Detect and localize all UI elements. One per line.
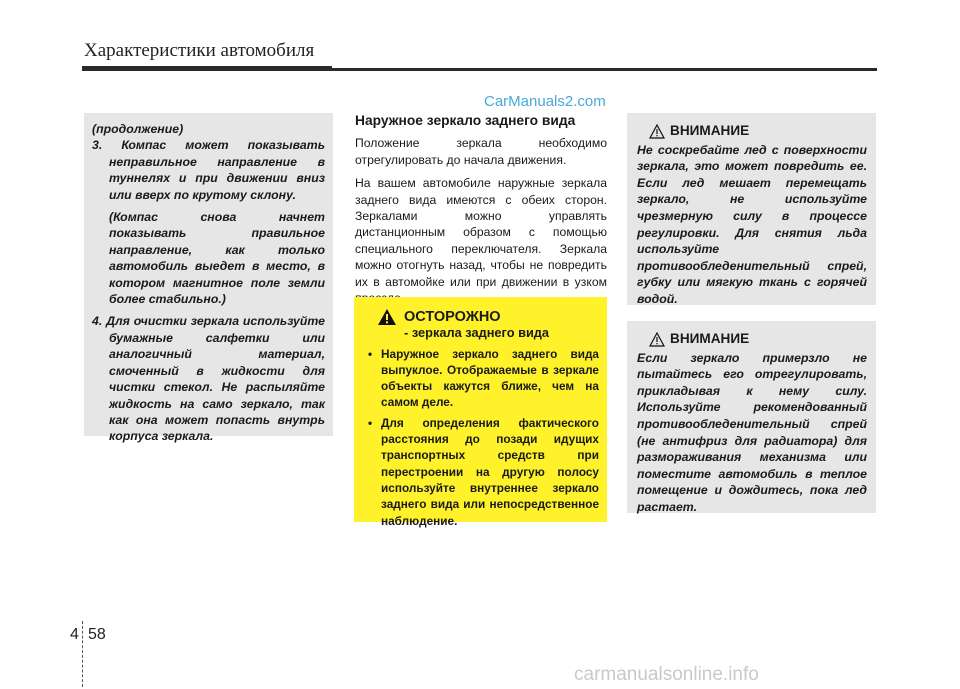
caution-title: ОСТОРОЖНО: [404, 309, 501, 325]
section-number: 4: [70, 626, 79, 643]
caution-item: • Для определения фактического расстояния до позади идущих транспортных средств при перестроении на другую полосу используйте внутреннее зеркало заднего вида или непосредственное наблюдение.: [368, 415, 599, 528]
watermark-top: CarManuals2.com: [484, 93, 606, 110]
warning-title: ВНИМАНИЕ: [670, 123, 750, 138]
warning-triangle-outline-icon: [649, 332, 665, 347]
caution-box: [354, 297, 607, 528]
note-item-3-aside: (Компас снова начнет показывать правильное направление, как только автомобиль выедет в место, в котором магнитное поле земли более стабильно.): [109, 210, 325, 307]
warning-triangle-icon: [378, 309, 396, 325]
page-header-title: Характеристики автомобиля: [84, 40, 315, 61]
footer-divider: [82, 621, 84, 687]
caution-list: [368, 346, 599, 529]
caution-item: • Наружное зеркало заднего вида выпуклое. Отображаемые в зеркале объекты кажутся ближе, чем на самом деле.: [368, 346, 599, 410]
warning-box-frozen: [627, 321, 876, 513]
section-paragraph-2: На вашем автомобиле наружные зеркала заднего вида имеются с обеих сторон. Зеркалами можно управлять дистанционным образом с помощью специального переключателя. Зеркала можно отогнуть назад, чтобы не повредить их в автомойке или при движении в узком: [355, 176, 607, 289]
warning-text: Не соскребайте лед с поверхности зеркала, это может повредить ее. Если лед мешает перемещать зеркало, не используйте чрезмерную силу в процессе регулировки. Для снятия льда используйте противообледенительный спрей, губку или мягкую ткань с горячей водой.: [637, 142, 867, 306]
page-number: 58: [88, 626, 106, 643]
header-rule-accent: [82, 66, 332, 71]
continued-notes-box: [84, 113, 333, 444]
bullet-icon: •: [368, 346, 373, 361]
section-heading: Наружное зеркало заднего вида: [355, 113, 576, 128]
section-paragraph-1: Положение зеркала необходимо отрегулировать до начала движения.: [355, 136, 607, 167]
caution-subtitle: - зеркала заднего вида: [404, 325, 550, 341]
warning-title: ВНИМАНИЕ: [670, 331, 750, 346]
bullet-icon: •: [368, 415, 373, 430]
note-item-4: 4. Для очистки зеркала используйте бумажные салфетки или аналогичный материал, смоченный в жидкости для чистки стекол. Не распыляйте жидкость на само зеркало, так как она может попасть внутрь корпуса зеркала.: [92, 314, 325, 444]
watermark-bottom: carmanualsonline.info: [574, 664, 759, 685]
note-item-3: 3. Компас может показывать неправильное направление в туннелях и при движении вниз или вверх по крутому склону.: [92, 138, 325, 202]
continued-label: (продолжение): [92, 122, 184, 136]
section-outside-mirror: [355, 113, 607, 313]
warning-triangle-outline-icon: [649, 124, 665, 139]
warning-text: Если зеркало примерзло не пытайтесь его отрегулировать, прикладывая к нему силу. Используйте рекомендованный противообледенительный спрей (не антифриз для радиатора) для размораживания механизма или поместите автомобиль в теплое помещение и дождитесь, пока лед растает.: [637, 350, 867, 514]
warning-box-ice: [627, 113, 876, 305]
